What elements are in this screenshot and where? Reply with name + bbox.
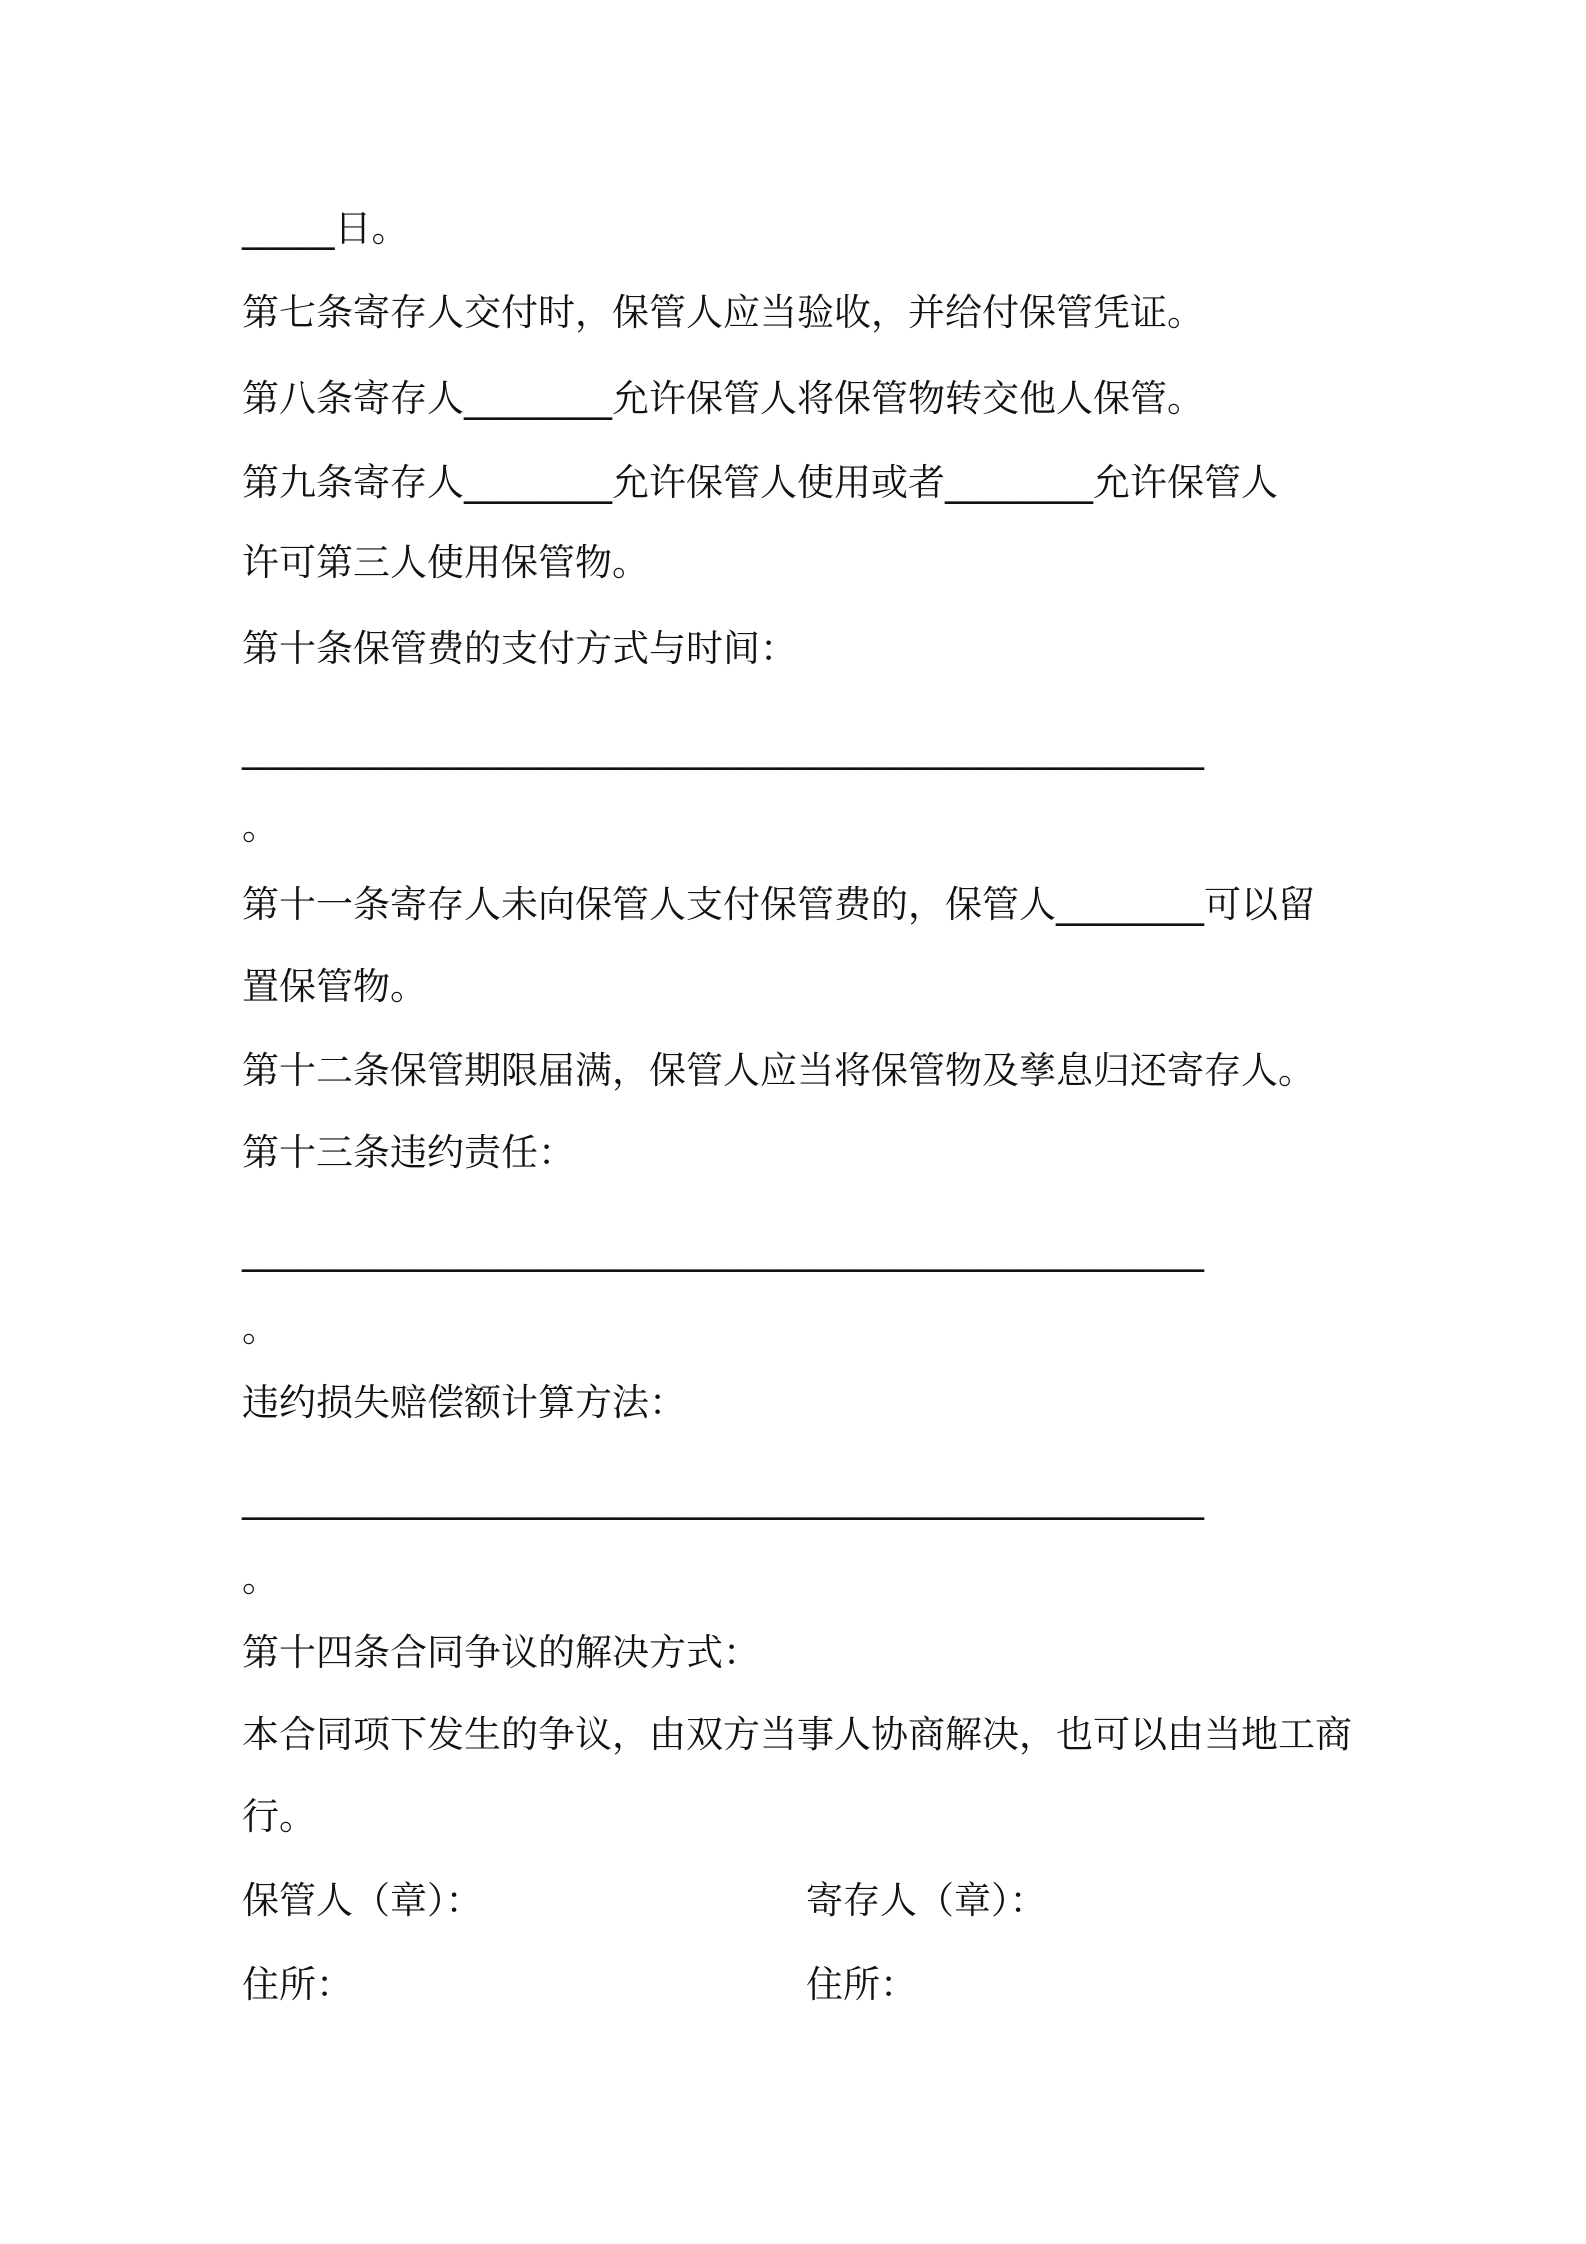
period-mark: 。 bbox=[242, 805, 279, 848]
article-7: 第七条寄存人交付时，保管人应当验收，并给付保管凭证。 bbox=[242, 291, 1204, 334]
article-8: 第八条寄存人________允许保管人将保管物转交他人保管。 bbox=[242, 377, 1204, 420]
article-9-cont: 许可第三人使用保管物。 bbox=[242, 541, 649, 584]
period-mark: 。 bbox=[242, 1557, 279, 1600]
blank-line: ____________________________________________________ bbox=[242, 1477, 1204, 1520]
depositor-seal-label: 寄存人（章）： bbox=[806, 1879, 1047, 1922]
article-11: 第十一条寄存人未向保管人支付保管费的，保管人________可以留 bbox=[242, 883, 1315, 926]
dispute-resolution: 本合同项下发生的争议，由双方当事人协商解决，也可以由当地工商 bbox=[242, 1713, 1352, 1756]
blank-line: ____________________________________________________ bbox=[242, 1229, 1204, 1272]
damages-method: 违约损失赔偿额计算方法： bbox=[242, 1381, 686, 1424]
custodian-seal-label: 保管人（章）： bbox=[242, 1879, 483, 1922]
dispute-resolution-cont: 行。 bbox=[242, 1795, 316, 1838]
article-11-cont: 置保管物。 bbox=[242, 965, 427, 1008]
article-14: 第十四条合同争议的解决方式： bbox=[242, 1631, 760, 1674]
period-mark: 。 bbox=[242, 1307, 279, 1350]
custodian-address-label: 住所： bbox=[242, 1963, 353, 2006]
blank-line: ____________________________________________________ bbox=[242, 727, 1204, 770]
article-9: 第九条寄存人________允许保管人使用或者________允许保管人 bbox=[242, 461, 1278, 504]
article-12: 第十二条保管期限届满，保管人应当将保管物及孳息归还寄存人。 bbox=[242, 1049, 1315, 1092]
article-13: 第十三条违约责任： bbox=[242, 1131, 575, 1174]
depositor-address-label: 住所： bbox=[806, 1963, 917, 2006]
article-10: 第十条保管费的支付方式与时间： bbox=[242, 627, 797, 670]
text-line: _____日。 bbox=[242, 207, 409, 250]
